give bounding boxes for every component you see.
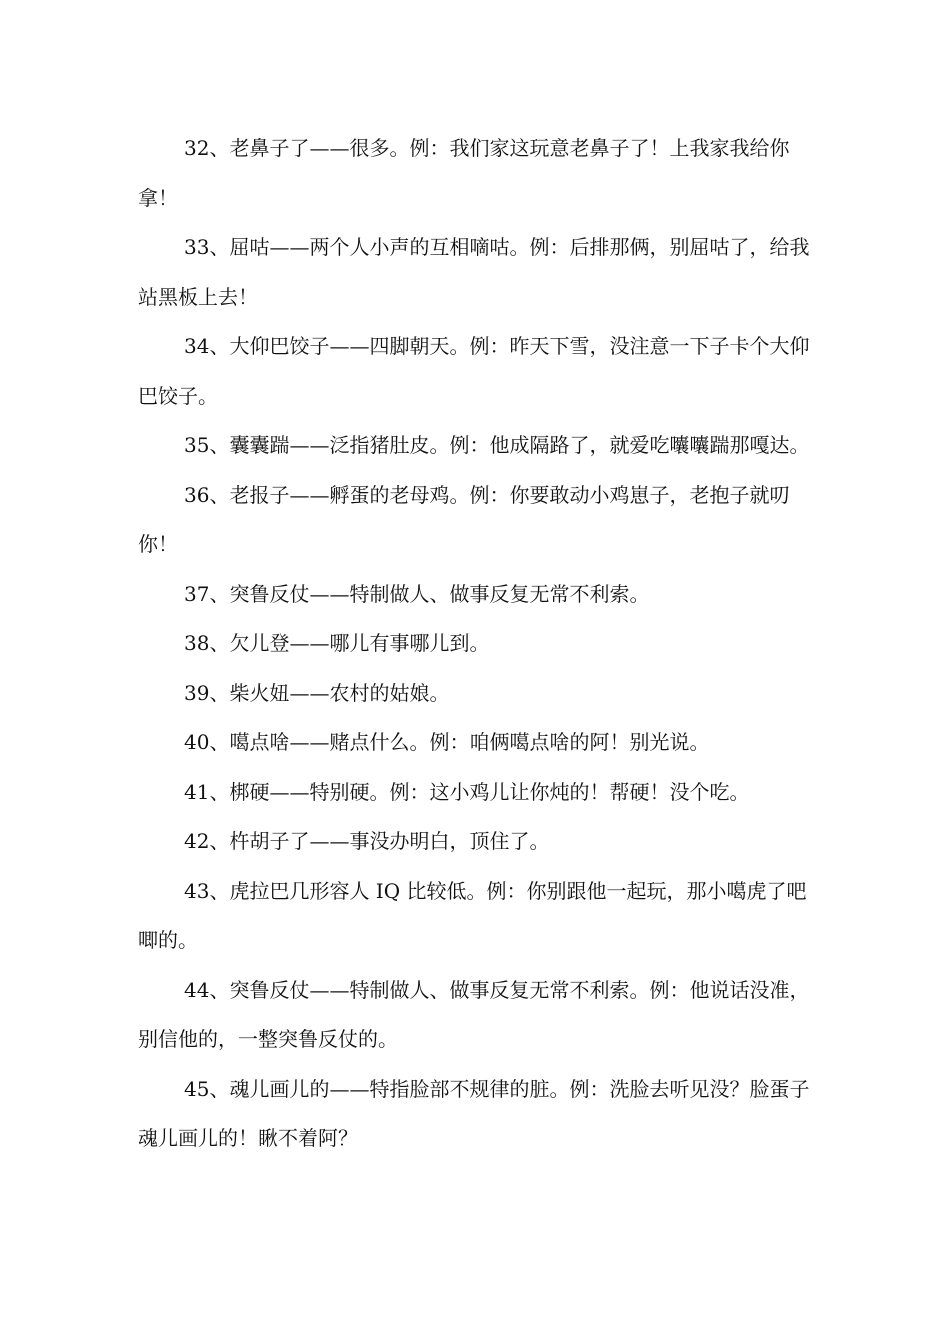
entry-33: 33、屈咕——两个人小声的互相嘀咕。例：后排那俩，别屈咕了，给我站黑板上去！ bbox=[138, 235, 810, 309]
entry-45: 45、魂儿画儿的——特指脸部不规律的脏。例：洗脸去听见没？脸蛋子魂儿画儿的！瞅不着阿？ bbox=[138, 1076, 810, 1150]
entry-41: 41、梆硬——特别硬。例：这小鸡儿让你炖的！帮硬！没个吃。 bbox=[184, 779, 750, 804]
entry-38: 38、欠儿登——哪儿有事哪儿到。 bbox=[184, 631, 490, 655]
entry-43: 43、虎拉巴几形容人 IQ 比较低。例：你别跟他一起玩，那小噶虎了吧唧的。 bbox=[138, 878, 807, 952]
entry-39: 39、柴火妞——农村的姑娘。 bbox=[184, 680, 450, 705]
entry-36: 36、老报子——孵蛋的老母鸡。例：你要敢动小鸡崽子，老抱子就叨你！ bbox=[138, 482, 790, 556]
entry-42: 42、杵胡子了——事没办明白，顶住了。 bbox=[184, 829, 550, 853]
entry-44: 44、突鲁反仗——特制做人、做事反复无常不利索。例：他说话没准，别信他的，一整突鲁反仗的。 bbox=[138, 977, 810, 1051]
document-body bbox=[138, 124, 818, 1164]
entry-34: 34、大仰巴饺子——四脚朝天。例：昨天下雪，没注意一下子卡个大仰巴饺子。 bbox=[138, 334, 810, 408]
entry-40: 40、噶点啥——赌点什么。例：咱俩噶点啥的阿！别光说。 bbox=[184, 730, 710, 754]
entry-32: 32、老鼻子了——很多。例：我们家这玩意老鼻子了！上我家我给你拿！ bbox=[138, 136, 790, 210]
entry-37: 37、突鲁反仗——特制做人、做事反复无常不利索。 bbox=[184, 581, 650, 606]
entry-35: 35、囊囊踹——泛指猪肚皮。例：他成隔路了，就爱吃囔囔踹那嘎达。 bbox=[184, 433, 810, 457]
